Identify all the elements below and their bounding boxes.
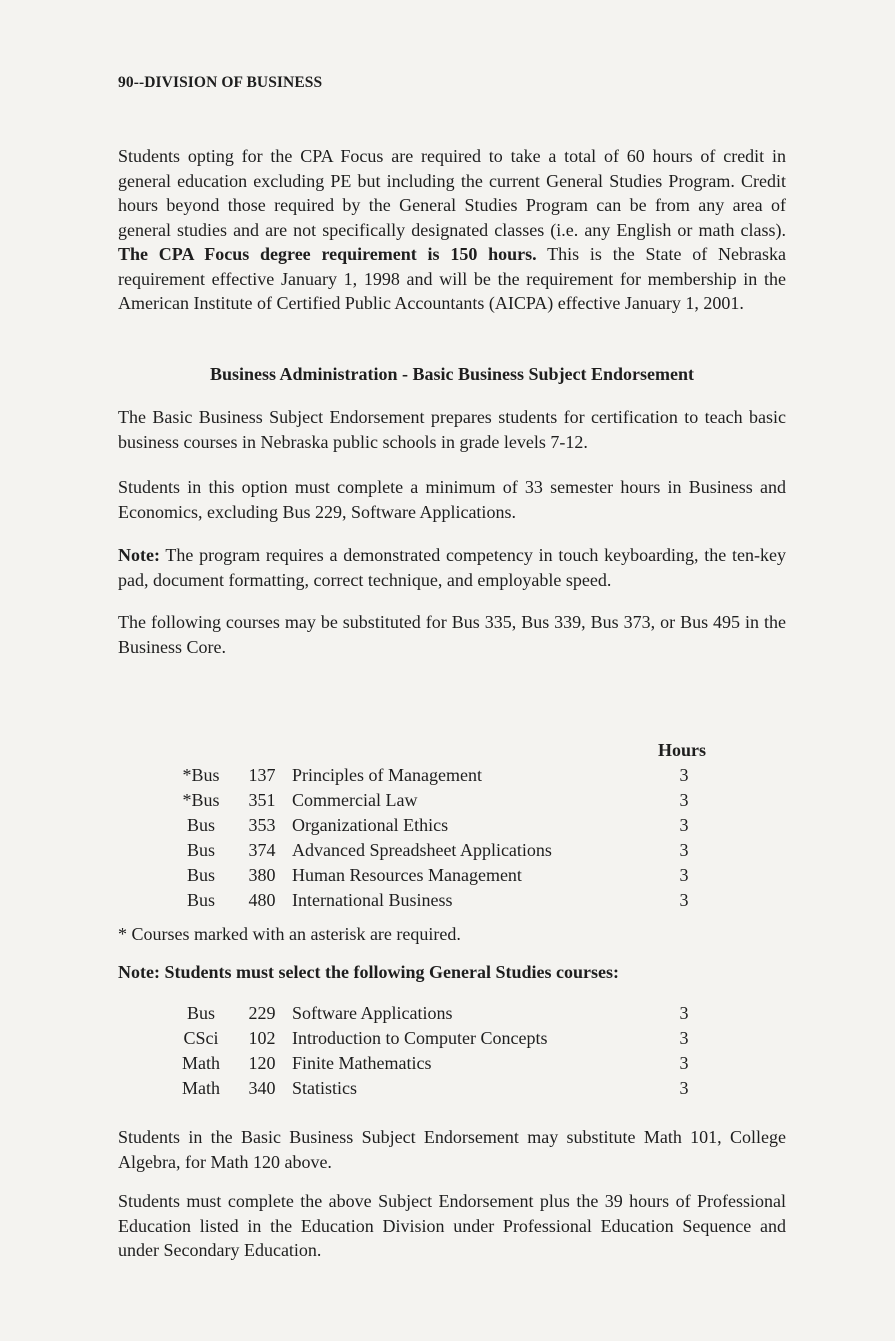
course-title: Commercial Law xyxy=(292,790,418,810)
course-number: 120 xyxy=(248,1053,276,1073)
course-number: 102 xyxy=(248,1028,276,1048)
course-title: Finite Mathematics xyxy=(292,1053,432,1073)
course-number: 380 xyxy=(248,865,276,885)
course-hours: 3 xyxy=(679,765,689,785)
course-subject: Bus xyxy=(186,865,215,885)
course-hours: 3 xyxy=(679,1078,689,1098)
course-subject: CSci xyxy=(183,1028,219,1048)
minimum-hours-paragraph: Students in this option must complete a minimum of 33 semester hours in Business and Economics, excluding Bus 229, Software Applications. xyxy=(118,477,786,522)
course-number: 137 xyxy=(248,765,276,785)
course-number: 480 xyxy=(248,890,276,910)
course-hours: 3 xyxy=(679,790,689,810)
course-subject: Bus xyxy=(186,1003,215,1023)
course-subject: Bus xyxy=(186,815,215,835)
cpa-text-after: This is the State of Nebraska requirement effective January 1, 1998 and will be the requirement for membership in the American Institute of Certified Public Accountants (AICPA) effective January 1, 2001. xyxy=(118,244,786,313)
table-row xyxy=(118,813,786,837)
course-title: Human Resources Management xyxy=(292,865,522,885)
course-number: 229 xyxy=(248,1003,276,1023)
note-label: Note: xyxy=(118,545,160,565)
course-title: International Business xyxy=(292,890,453,910)
keyboarding-note-paragraph xyxy=(118,543,786,592)
table-row xyxy=(118,888,786,912)
table-row xyxy=(118,1051,786,1075)
course-subject: *Bus xyxy=(182,765,220,785)
course-number: 340 xyxy=(248,1078,276,1098)
table-row xyxy=(118,1026,786,1050)
cpa-requirement-bold: The CPA Focus degree requirement is 150 hours. xyxy=(118,244,537,264)
course-title: Advanced Spreadsheet Applications xyxy=(292,840,552,860)
course-subject: *Bus xyxy=(182,790,220,810)
course-title: Introduction to Computer Concepts xyxy=(292,1028,548,1048)
course-hours: 3 xyxy=(679,1028,689,1048)
course-title: Organizational Ethics xyxy=(292,815,449,835)
table-row xyxy=(118,838,786,862)
course-title: Statistics xyxy=(292,1078,358,1098)
endorsement-paragraph: The Basic Business Subject Endorsement prepares students for certification to teach basic business courses in Nebraska public schools in grade levels 7-12. xyxy=(118,407,786,452)
course-title: Principles of Management xyxy=(292,765,482,785)
course-hours: 3 xyxy=(679,890,689,910)
course-hours: 3 xyxy=(679,1003,689,1023)
course-hours: 3 xyxy=(679,840,689,860)
hours-column-header: Hours xyxy=(657,740,706,760)
section-heading: Business Administration - Basic Business Subject Endorsement xyxy=(209,364,695,384)
cpa-focus-paragraph xyxy=(118,144,786,316)
general-studies-note: Note: Students must select the following General Studies courses: xyxy=(118,962,619,982)
course-hours: 3 xyxy=(679,1053,689,1073)
course-number: 353 xyxy=(248,815,276,835)
math-substitution-paragraph: Students in the Basic Business Subject Endorsement may substitute Math 101, College Algebra, for Math 120 above. xyxy=(118,1127,786,1172)
table-header-row xyxy=(118,738,786,762)
table-row xyxy=(118,1076,786,1100)
course-subject: Math xyxy=(182,1053,220,1073)
course-number: 374 xyxy=(248,840,276,860)
professional-education-paragraph: Students must complete the above Subject Endorsement plus the 39 hours of Professional Education listed in the Education Division under Professional Education Sequence and under Secondary Education. xyxy=(118,1191,786,1260)
running-head: 90--DIVISION OF BUSINESS xyxy=(118,74,323,91)
course-subject: Bus xyxy=(186,840,215,860)
table-row xyxy=(118,863,786,887)
table-row xyxy=(118,788,786,812)
course-hours: 3 xyxy=(679,865,689,885)
table-row xyxy=(118,1001,786,1025)
substitution-paragraph: The following courses may be substituted for Bus 335, Bus 339, Bus 373, or Bus 495 in the Business Core. xyxy=(118,612,786,657)
course-subject: Bus xyxy=(186,890,215,910)
note-text: The program requires a demonstrated competency in touch keyboarding, the ten-key pad, document formatting, correct technique, and employable speed. xyxy=(118,545,786,590)
table-row xyxy=(118,763,786,787)
asterisk-footnote: * Courses marked with an asterisk are required. xyxy=(118,924,461,944)
course-hours: 3 xyxy=(679,815,689,835)
course-number: 351 xyxy=(248,790,276,810)
cpa-text-before: Students opting for the CPA Focus are required to take a total of 60 hours of credit in general education excluding PE but including the current General Studies Program. Credit hours beyond those required by the General Studies Program can be from any area of general studies and are not specifically designated classes (i.e. any English or math class). xyxy=(118,146,786,240)
course-subject: Math xyxy=(182,1078,220,1098)
course-title: Software Applications xyxy=(292,1003,453,1023)
